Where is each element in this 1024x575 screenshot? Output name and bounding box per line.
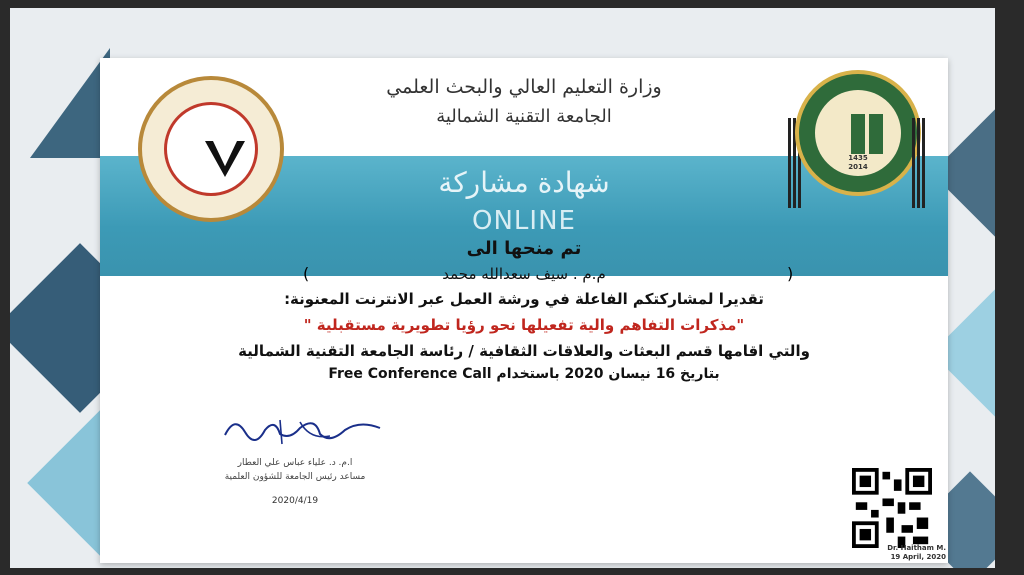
name-paren-close: ) <box>787 264 794 283</box>
seal-year-top: 1435 <box>848 154 868 162</box>
signatory-name: ا.م. د. علياء عباس علي العطار <box>237 458 353 468</box>
signature-image <box>220 410 390 450</box>
university-heading: الجامعة التقنية الشمالية <box>436 106 612 127</box>
workshop-title: "مذكرات التفاهم والية تفعيلها نحو رؤيا تطويرية مستقبلية " <box>303 316 745 334</box>
certificate-frame <box>10 8 995 568</box>
organizer-text: والتي اقامها قسم البعثات والعلاقات الثقافية / رئاسة الجامعة التقنية الشمالية <box>238 342 810 360</box>
certificate-paper <box>100 58 948 563</box>
recipient-name: م.م . سيف سعدالله محمد <box>442 265 606 283</box>
seal-inner <box>815 90 901 176</box>
qr-code-icon <box>852 468 932 548</box>
name-paren-open: ( <box>303 264 310 283</box>
signature-date: 2020/4/19 <box>271 496 319 506</box>
certificate-subtitle: ONLINE <box>472 206 576 236</box>
qr-caption <box>830 544 946 562</box>
seal-year-bottom: 2014 <box>848 163 868 171</box>
qr-caption-date: 19 April, 2020 <box>890 553 946 561</box>
qr-caption-name: Dr. Haitham M. <box>887 544 946 552</box>
certificate-title: شهادة مشاركة <box>438 166 610 199</box>
appreciation-text: تقديرا لمشاركتكم الفاعلة في ورشة العمل عبر الانترنت المعنونة: <box>284 290 764 308</box>
ministry-heading: وزارة التعليم العالي والبحث العلمي <box>386 76 662 98</box>
given-to-label: تم منحها الى <box>466 238 582 259</box>
decor-shape <box>30 48 110 158</box>
date-text: بتاريخ 16 نيسان 2020 باستخدام Free Conference Call <box>328 366 720 382</box>
signatory-title: مساعد رئيس الجامعة للشؤون العلمية <box>224 472 366 482</box>
